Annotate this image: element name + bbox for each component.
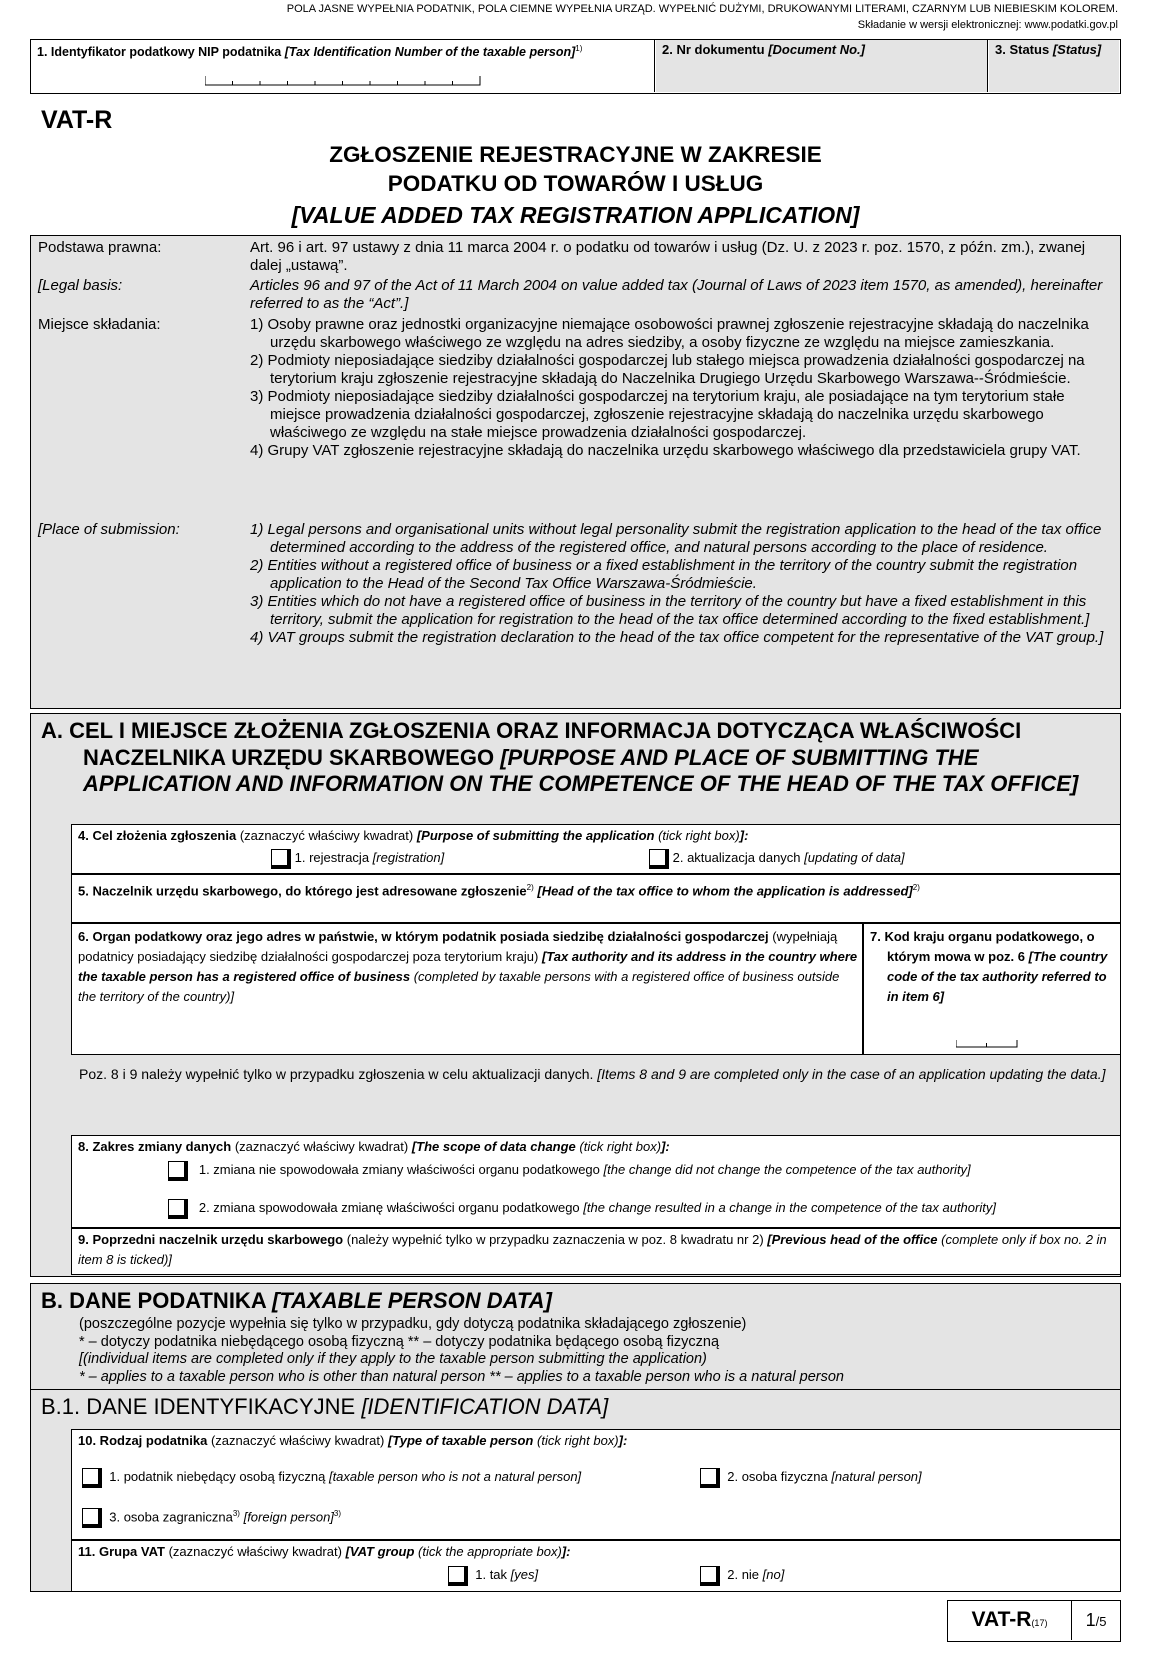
checkbox[interactable] — [82, 1468, 102, 1488]
place-item-en: 1) Legal persons and organisational units without legal personality submit the registration application to the head of the tax office determined according to the address of the registered office, and natural persons according to the place of residence. — [250, 521, 1102, 556]
doc-label: 2. Nr dokumentu — [662, 42, 765, 57]
place-label: Miejsce składania: — [38, 316, 161, 333]
f8-label: 8. Zakres zmiany danych — [78, 1139, 232, 1154]
field-11-vat-group: 11. Grupa VAT (zaznaczyć właściwy kwadrat) [VAT group (tick the appropriate box)]: 1. tak [yes] 2. nie [no] — [71, 1540, 1121, 1592]
legal-basis-block — [30, 235, 1121, 709]
basis-label-en: [Legal basis: — [38, 277, 123, 294]
place-list — [250, 316, 1116, 460]
place-item: 2) Podmioty nieposiadające siedziby działalności gospodarczej lub stałego miejsca prowadzenia działalności gospodarczej na terytorium kraju zgłoszenie rejestracyjne składają do Naczelnika Drugiego Urzędu Skarbowego Warszawa-‑Śródmieście. — [250, 352, 1085, 387]
basis-text-en: Articles 96 and 97 of the Act of 11 March 2004 on value added tax (Journal of Laws of 2023 item 1570, as amended), hereinafter referred to as the “Act”.] — [250, 277, 1103, 312]
f10-label: 10. Rodzaj podatnika — [78, 1433, 208, 1448]
form-code: VAT-R — [41, 106, 113, 134]
f10-hint-en: (tick right box) — [537, 1433, 619, 1448]
field-8-scope-change: 8. Zakres zmiany danych (zaznaczyć właściwy kwadrat) [The scope of data change (tick right box)]: 1. zmiana nie spowodowała zmiany właściwości organu podatkowego [the change did not change the competence of the tax authority] 2. zmiana spowodowała zmianę właściwości organu podatkowego [the change resulted in a change in the competence of the tax authority] — [71, 1135, 1121, 1228]
form-title — [0, 140, 1151, 232]
f10-option-foreign[interactable]: 3. osoba zagraniczna$^{3)}$ [foreign person]$^{3)}$ — [82, 1504, 341, 1528]
section-a-title-pl: A. CEL I MIEJSCE ZŁOŻENIA ZGŁOSZENIA ORAZ INFORMACJA DOTYCZĄCA WŁAŚCIWOŚCI NACZELNIKA URZĘDU SKARBOWEGO — [41, 718, 1022, 770]
f9-label-en: [Previous head of the office — [767, 1232, 938, 1247]
f7-label: 7. Kod kraju organu podatkowego, o którym mowa w poz. 6 — [870, 929, 1095, 964]
f4-label: 4. Cel złożenia zgłoszenia — [78, 828, 237, 843]
nip-label-en: [Tax Identification Number of the taxable person] — [284, 45, 576, 60]
checkbox[interactable] — [271, 849, 291, 869]
field-9-previous-office[interactable] — [71, 1228, 1121, 1275]
nip-digit-boxes — [205, 76, 481, 86]
f8-option-change[interactable]: 2. zmiana spowodowała zmianę właściwości organu podatkowego [the change resulted in a change in the competence of the tax authority] — [168, 1198, 996, 1219]
f6-label: 6. Organ podatkowy oraz jego adres w państwie, w którym podatnik posiada siedzibę działalności gospodarczej — [78, 929, 769, 944]
checkbox[interactable] — [448, 1566, 468, 1586]
field-4-purpose: 4. Cel złożenia zgłoszenia (zaznaczyć właściwy kwadrat) [Purpose of submitting the application (tick right box)]: 1. rejestracja [registration] 2. aktualizacja danych [updating of data] — [71, 824, 1121, 874]
section-a-title — [41, 718, 1101, 798]
field-10-taxpayer-type: 10. Rodzaj podatnika (zaznaczyć właściwy kwadrat) [Type of taxable person (tick right box)]: 1. podatnik niebędący osobą fizyczną [taxable person who is not a natural person] 2. osoba fizyczna [natural person] 3. osoba zagraniczna$^{3)}$ [foreign person]$^{3)}$ — [71, 1429, 1121, 1540]
status-label: 3. Status — [995, 42, 1050, 57]
checkbox[interactable] — [700, 1468, 720, 1488]
f10-option-non-natural[interactable]: 1. podatnik niebędący osobą fizyczną [taxable person who is not a natural person] — [82, 1467, 581, 1488]
section-a-title-en: [PURPOSE AND PLACE OF SUBMITTING THE APPLICATION AND INFORMATION ON THE COMPETENCE OF THE HEAD OF THE TAX OFFICE] — [83, 744, 1079, 796]
document-number-field — [656, 40, 988, 92]
doc-label-en: [Document No.] — [768, 42, 865, 57]
place-list-en — [250, 521, 1116, 647]
f11-option-yes[interactable]: 1. tak [yes] — [448, 1565, 538, 1586]
checkbox[interactable] — [168, 1199, 188, 1219]
checkbox[interactable] — [649, 849, 669, 869]
field-7-country-code[interactable] — [863, 923, 1121, 1055]
f5-label: 5. Naczelnik urzędu skarbowego, do którego jest adresowane zgłoszenie — [78, 883, 527, 899]
f11-option-no[interactable]: 2. nie [no] — [700, 1565, 784, 1586]
f6-hint-en: (completed by taxable persons with a registered office of business outside the territory of the country)] — [78, 969, 840, 1004]
title-line-3: [VALUE ADDED TAX REGISTRATION APPLICATION] — [291, 202, 860, 228]
status-field — [989, 40, 1119, 92]
place-item: 3) Podmioty nieposiadające siedziby działalności gospodarczej na terytorium kraju, ale posiadające na tym terytorium stałe miejsce prowadzenia działalności gospodarczej, zgłoszenie rejestracyjne składają do naczelnika urzędu skarbowego właściwego ze względu na stałe miejsce prowadzenia działalności gospodarczej. — [250, 388, 1065, 441]
f10-hint: (zaznaczyć właściwy kwadrat) — [210, 1433, 385, 1448]
nip-field[interactable] — [31, 40, 655, 92]
f10-option-natural[interactable]: 2. osoba fizyczna [natural person] — [700, 1467, 922, 1488]
f7-label-en: [The country code of the tax authority referred to in item 6] — [887, 949, 1108, 1004]
field-5-tax-office[interactable]: 5. Naczelnik urzędu skarbowego, do którego jest adresowane zgłoszenie$^{2)}$ [Head of the tax office to whom the application is addressed]$^{2)}$ — [71, 874, 1121, 923]
f8-label-en: [The scope of data change — [411, 1139, 576, 1154]
f4-option-registration[interactable]: 1. rejestracja [registration] — [271, 848, 444, 869]
f11-hint: (zaznaczyć właściwy kwadrat) — [168, 1544, 342, 1559]
footer-code: VAT-R — [971, 1608, 1032, 1631]
title-line-2: PODATKU OD TOWARÓW I USŁUG — [387, 171, 764, 196]
header-electronic-link: Składanie w wersji elektronicznej: www.podatki.gov.pl — [857, 19, 1118, 31]
f11-label: 11. Grupa VAT — [78, 1544, 165, 1559]
section-b-notes: (poszczególne pozycje wypełnia się tylko w przypadku, gdy dotyczą podatnika składającego zgłoszenie) * – dotyczy podatnika niebędącego osobą fizyczną ** – dotyczy podatnika będącego osobą fizyczną [(individual items are completed only if they apply to the taxable person submitting the application) * – applies to a taxable person who is other than natural person ** – applies to a taxable person who is a natural person — [79, 1316, 844, 1385]
f8-hint-en: (tick right box) — [579, 1139, 662, 1154]
page-number: 1/5 — [1085, 1610, 1107, 1630]
place-item: 4) Grupy VAT zgłoszenie rejestracyjne składają do naczelnika urzędu skarbowego właściwego dla przedstawiciela grupy VAT. — [250, 442, 1081, 459]
section-b1-title: B.1. DANE IDENTYFIKACYJNE [IDENTIFICATION DATA] — [41, 1394, 609, 1419]
f8-option-no-change[interactable]: 1. zmiana nie spowodowała zmiany właściwości organu podatkowego [the change did not change the competence of the tax authority] — [168, 1160, 971, 1181]
place-item-en: 2) Entities without a registered office of business or a fixed establishment in the territory of the country submit the registration application to the Head of the Second Tax Office Warszawa-Śródmieście. — [250, 557, 1078, 592]
f10-label-en: [Type of taxable person — [387, 1433, 534, 1448]
f8-hint: (zaznaczyć właściwy kwadrat) — [234, 1139, 409, 1154]
f9-label: 9. Poprzedni naczelnik urzędu skarbowego — [78, 1232, 344, 1247]
checkbox[interactable] — [700, 1566, 720, 1586]
f4-hint: (zaznaczyć właściwy kwadrat) — [239, 828, 414, 843]
section-b — [30, 1283, 1121, 1391]
f11-hint-en: (tick the appropriate box) — [418, 1544, 562, 1559]
header-instruction: POLA JASNE WYPEŁNIA PODATNIK, POLA CIEMNE WYPEŁNIA URZĄD. WYPEŁNIĆ DUŻYMI, DRUKOWANYMI LITERAMI, CZARNYM LUB NIEBIESKIM KOLOREM. — [286, 3, 1118, 15]
top-fields-row — [30, 39, 1121, 94]
place-item-en: 3) Entities which do not have a registered office of business in the territory of the country but have a fixed establishment in this territory, submit the application for registration to the head of the tax office determined according to the fixed establishment.] — [250, 593, 1090, 628]
basis-text: Art. 96 i art. 97 ustawy z dnia 11 marca 2004 r. o podatku od towarów i usług (Dz. U. z 2023 r. poz. 1570, z późn. zm.), zwanej dalej „ustawą”. — [250, 239, 1086, 274]
footer-version: (17) — [1031, 1618, 1048, 1628]
basis-label: Podstawa prawna: — [38, 239, 162, 256]
status-label-en: [Status] — [1052, 42, 1102, 57]
place-item-en: 4) VAT groups submit the registration declaration to the head of the tax office competent for the representative of the VAT group.] — [250, 629, 1104, 646]
footer-form-id — [947, 1600, 1121, 1642]
place-label-en: [Place of submission: — [38, 521, 180, 538]
f9-hint-en: (complete only if box no. 2 in item 8 is ticked)] — [78, 1232, 1107, 1267]
f11-label-en: [VAT group — [345, 1544, 415, 1559]
f4-option-update[interactable]: 2. aktualizacja danych [updating of data] — [649, 848, 905, 869]
f6-label-en: [Tax authority and its address in the country where the taxable person has a registered office of business — [78, 949, 858, 984]
nip-label: 1. Identyfikator podatkowy NIP podatnika — [37, 45, 282, 60]
checkbox[interactable] — [82, 1508, 102, 1528]
f5-label-en: [Head of the tax office to whom the application is addressed] — [537, 883, 913, 899]
section-b1 — [30, 1389, 1121, 1592]
place-item: 1) Osoby prawne oraz jednostki organizacyjne niemające osobowości prawnej zgłoszenie rejestracyjne składają do naczelnika urzędu skarbowego właściwego ze względu na adres siedziby, a osoby fizyczne ze względu na miejsce zamieszkania. — [250, 316, 1089, 351]
f9-hint: (należy wypełnić tylko w przypadku zaznaczenia w poz. 8 kwadratu nr 2) — [346, 1232, 764, 1247]
f6-hint: (wypełniają podatnicy posiadający siedzibę działalności gospodarczej poza terytorium kraju) — [78, 929, 838, 964]
f4-hint-en: (tick right box) — [658, 828, 740, 843]
f4-label-en: [Purpose of submitting the application — [416, 828, 655, 843]
section-a — [30, 713, 1121, 1277]
country-code-boxes — [956, 1040, 1018, 1048]
checkbox[interactable] — [168, 1161, 188, 1181]
title-line-1: ZGŁOSZENIE REJESTRACYJNE W ZAKRESIE — [329, 142, 822, 167]
field-6-tax-authority[interactable] — [71, 923, 863, 1055]
section-b-title: B. DANE PODATNIKA [TAXABLE PERSON DATA] — [41, 1288, 552, 1313]
nip-footnote: 1) — [575, 44, 583, 53]
items-8-9-note: Poz. 8 i 9 należy wypełnić tylko w przypadku zgłoszenia w celu aktualizacji danych. [Items 8 and 9 are completed only in the case of an application updating the data.] — [79, 1066, 1106, 1082]
